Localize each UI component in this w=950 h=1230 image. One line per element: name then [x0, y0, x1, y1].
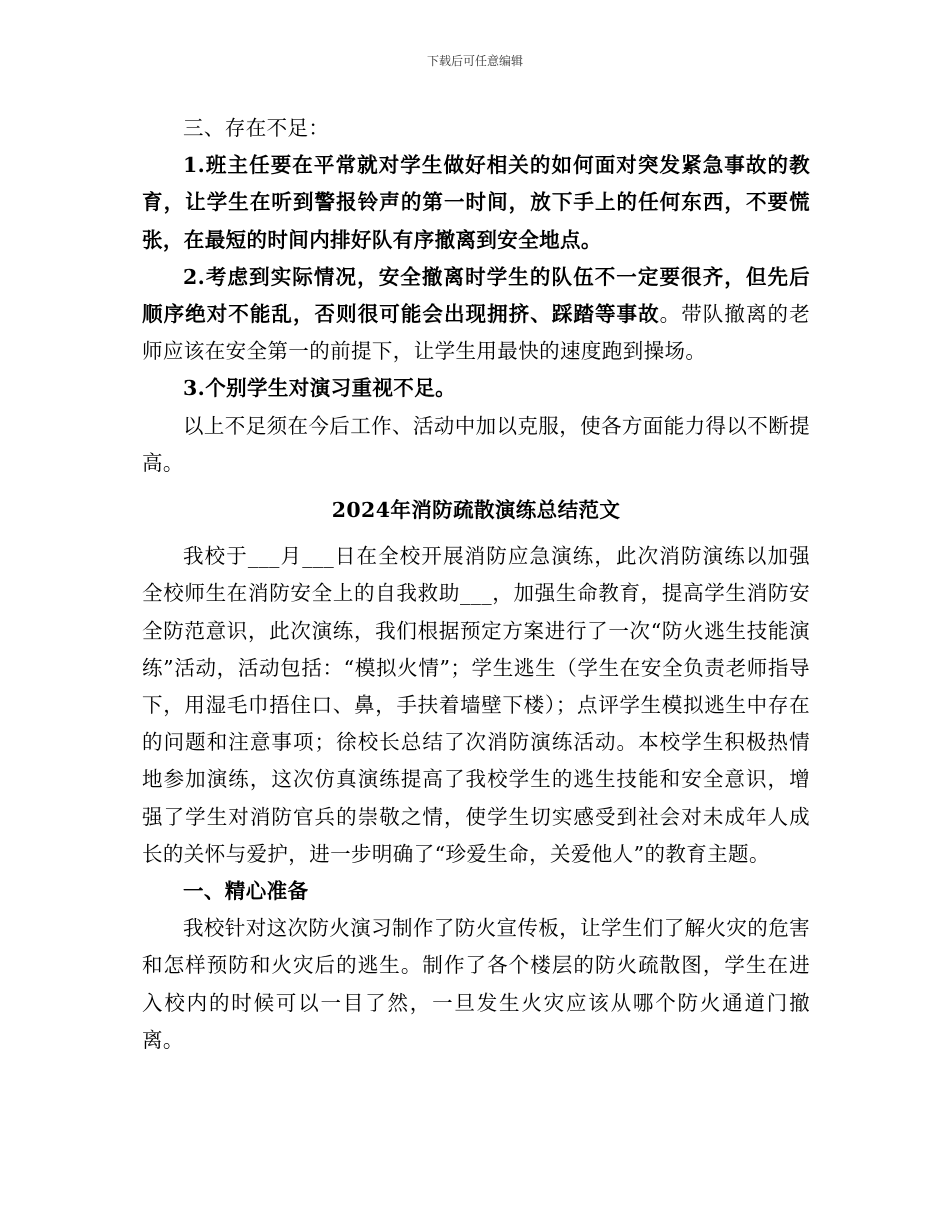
deficiency-item-2 — [142, 259, 810, 371]
section-one-body: 我校针对这次防火演习制作了防火宣传板，让学生们了解火灾的危害和怎样预防和火灾后的逃生。制作了各个楼层的防火疏散图，学生在进入校内的时候可以一目了然，一旦发生火灾应该从哪个防火通道门撤离。 — [142, 916, 810, 1052]
deficiency-item-2-bold: 2.考虑到实际情况，安全撤离时学生的队伍不一定要很齐，但先后顺序绝对不能乱，否则很可能会出现拥挤、踩踏等事故 — [142, 264, 810, 327]
document-body — [142, 110, 810, 1059]
deficiency-item-1: 1.班主任要在平常就对学生做好相关的如何面对突发紧急事故的教育，让学生在听到警报铃声的第一时间，放下手上的任何东西，不要慌张，在最短的时间内排好队有序撤离到安全地点。 — [142, 153, 810, 252]
section-one-title: 一、精心准备 — [183, 879, 309, 904]
section-three-conclusion: 以上不足须在今后工作、活动中加以克服，使各方面能力得以不断提高。 — [142, 413, 810, 475]
section-three-title: 三、存在不足： — [183, 116, 330, 140]
article-intro: 我校于___月___日在全校开展消防应急演练，此次消防演练以加强全校师生在消防安全上的自我救助___，加强生命教育，提高学生消防安全防范意识，此次演练，我们根据预定方案进行了一次“防火逃生技能演练”活动，活动包括：“模拟火情”；学生逃生（学生在安全负责老师指导下，用湿毛巾捂住口、鼻，手扶着墙壁下楼）；点评学生模拟逃生中存在的问题和注意事项；徐校长总结了次消防演练活动。本校学生积极热情地参加演练，这次仿真演练提高了我校学生的逃生技能和安全意识，增强了学生对消防官兵的崇敬之情，使学生切实感受到社会对未成年人成长的关怀与爱护，进一步明确了“珍爱生命，关爱他人”的教育主题。 — [142, 544, 810, 866]
deficiency-item-3: 3.个别学生对演习重视不足。 — [183, 376, 457, 401]
deficiency-item-2-rest: 。带队撤离的老师应该在安全第一的前提下，让学生用最快的速度跑到操场。 — [142, 302, 810, 364]
article-title: 2024年消防疏散演练总结范文 — [331, 498, 621, 523]
page-header-note: 下载后可任意编辑 — [426, 54, 523, 68]
